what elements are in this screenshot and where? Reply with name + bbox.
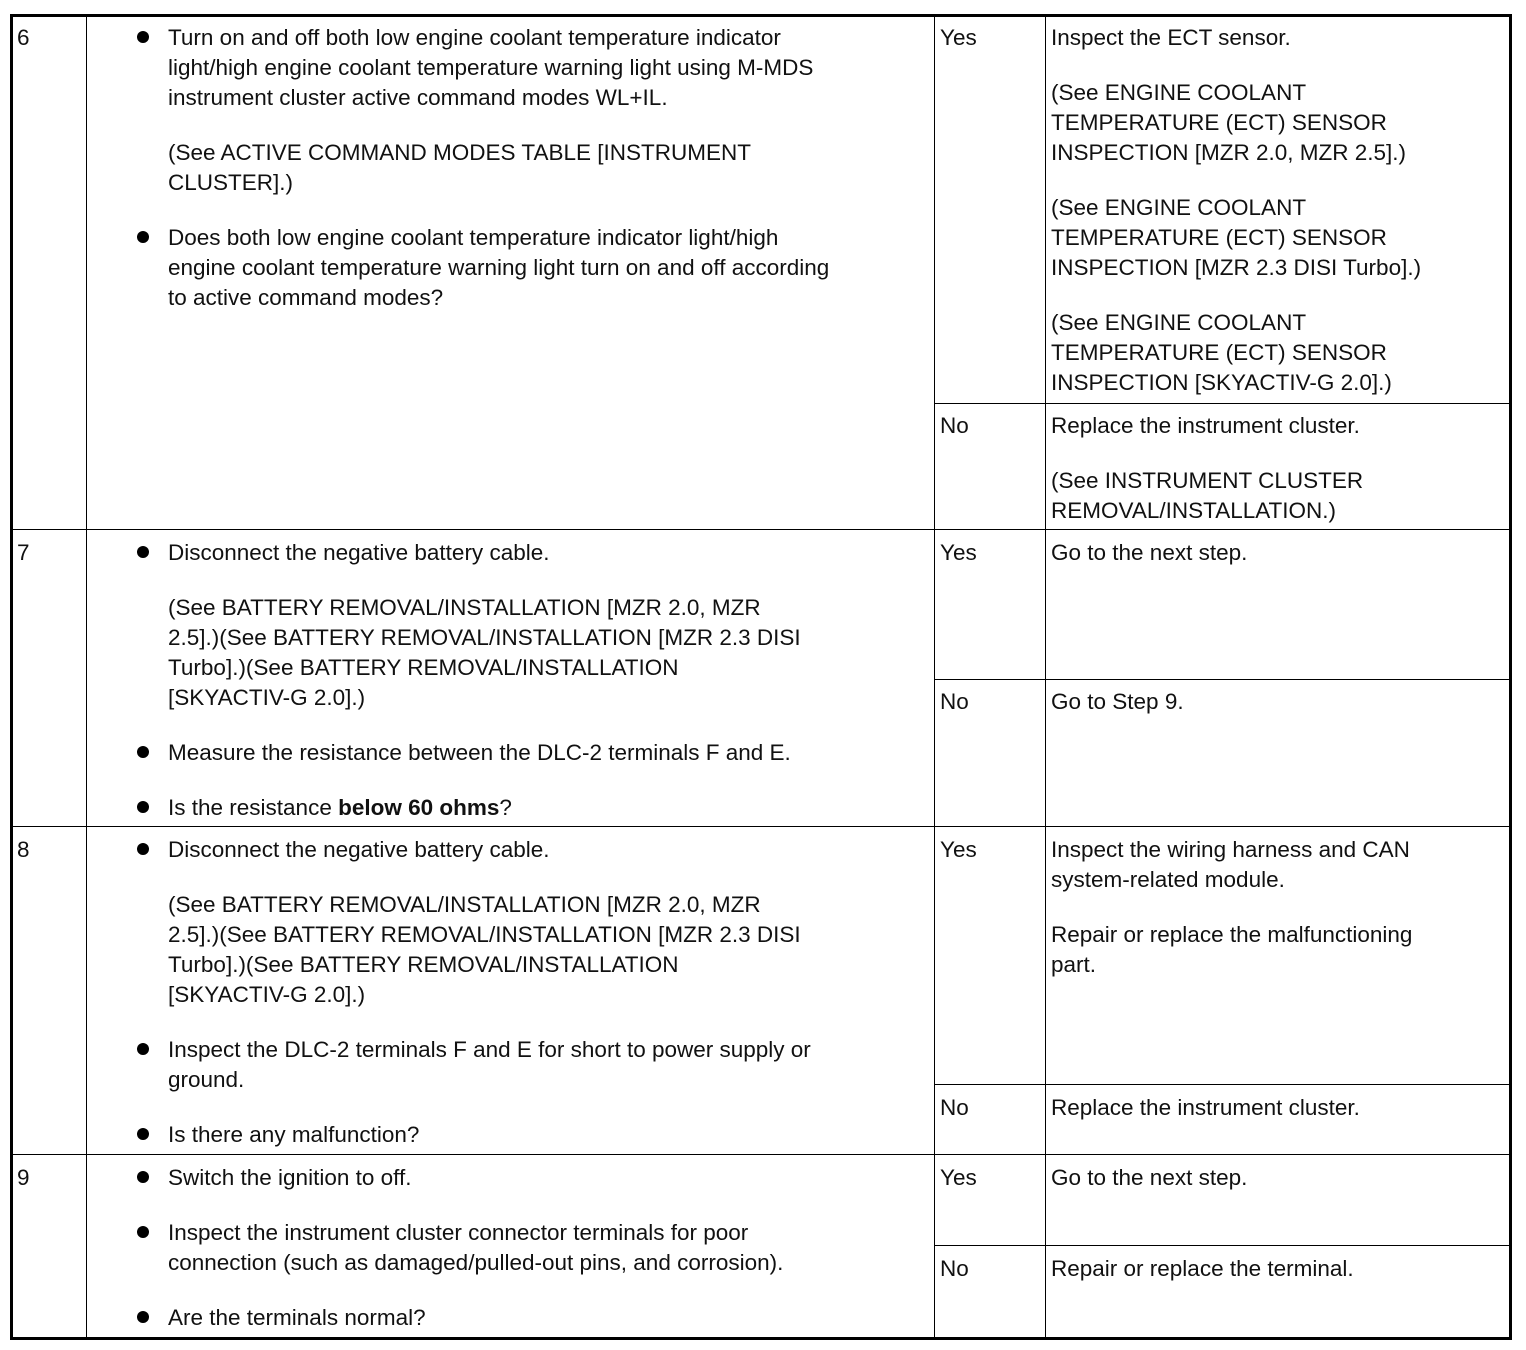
question-threshold: below 60 ohms: [338, 795, 500, 820]
action-text: Go to the next step.: [1051, 1165, 1248, 1190]
reference-text: 2.5].)(See BATTERY REMOVAL/INSTALLATION [MZR 2.3 DISI: [168, 922, 801, 947]
check-item-text: Inspect the DLC-2 terminals F and E for short to power supply or: [168, 1037, 811, 1062]
question-end: ?: [499, 795, 512, 820]
action-text: Inspect the ECT sensor.: [1051, 25, 1291, 50]
step-number: 7: [17, 540, 30, 565]
check-item-text: Measure the resistance between the DLC-2 terminals F and E.: [168, 740, 791, 765]
check-item-text: Inspect the instrument cluster connector terminals for poor: [168, 1220, 749, 1245]
reference-text: TEMPERATURE (ECT) SENSOR: [1051, 340, 1387, 365]
check-item-text: connection (such as damaged/pulled-out pins, and corrosion).: [168, 1250, 784, 1275]
action-text: part.: [1051, 952, 1097, 977]
action-text: Repair or replace the terminal.: [1051, 1256, 1354, 1281]
result-divider: [934, 1245, 1512, 1246]
check-item-text: Does both low engine coolant temperature indicator light/high: [168, 225, 779, 250]
bullet-icon: [137, 843, 149, 855]
reference-text: (See ENGINE COOLANT: [1051, 80, 1307, 105]
reference-text: TEMPERATURE (ECT) SENSOR: [1051, 110, 1387, 135]
check-item-text: ground.: [168, 1067, 245, 1092]
check-item-text: Disconnect the negative battery cable.: [168, 837, 550, 862]
check-item-question: Are the terminals normal?: [168, 1305, 426, 1330]
reference-text: CLUSTER].): [168, 170, 294, 195]
bullet-icon: [137, 1171, 149, 1183]
check-item-text: engine coolant temperature warning light turn on and off according: [168, 255, 830, 280]
reference-text: [SKYACTIV-G 2.0].): [168, 982, 366, 1007]
diagnostic-procedure-table: [10, 14, 1512, 1340]
action-text: Repair or replace the malfunctioning: [1051, 922, 1413, 947]
result-yes-label: Yes: [940, 1165, 977, 1190]
reference-text: 2.5].)(See BATTERY REMOVAL/INSTALLATION [MZR 2.3 DISI: [168, 625, 801, 650]
result-yes-label: Yes: [940, 25, 977, 50]
check-item-text: to active command modes?: [168, 285, 444, 310]
bullet-icon: [137, 1226, 149, 1238]
check-item-text: Disconnect the negative battery cable.: [168, 540, 550, 565]
result-divider: [934, 1084, 1512, 1085]
check-item-text: light/high engine coolant temperature warning light using M-MDS: [168, 55, 814, 80]
bullet-icon: [137, 546, 149, 558]
result-no-label: No: [940, 1256, 969, 1281]
question-text: Is the resistance: [168, 795, 339, 820]
check-item-text: instrument cluster active command modes WL+IL.: [168, 85, 668, 110]
reference-text: INSPECTION [MZR 2.3 DISI Turbo].): [1051, 255, 1422, 280]
check-item-question: Is there any malfunction?: [168, 1122, 420, 1147]
reference-text: (See ENGINE COOLANT: [1051, 310, 1307, 335]
action-text: system-related module.: [1051, 867, 1285, 892]
bullet-icon: [137, 1311, 149, 1323]
reference-text: (See BATTERY REMOVAL/INSTALLATION [MZR 2.0, MZR: [168, 892, 761, 917]
check-item-text: Switch the ignition to off.: [168, 1165, 412, 1190]
bullet-icon: [137, 1043, 149, 1055]
reference-text: REMOVAL/INSTALLATION.): [1051, 498, 1337, 523]
bullet-icon: [137, 31, 149, 43]
result-divider: [934, 679, 1512, 680]
action-text: Replace the instrument cluster.: [1051, 1095, 1360, 1120]
result-no-label: No: [940, 689, 969, 714]
row-divider: [10, 1154, 1512, 1155]
step-number: 8: [17, 837, 30, 862]
bullet-icon: [137, 231, 149, 243]
step-number: 9: [17, 1165, 30, 1190]
action-text: Go to the next step.: [1051, 540, 1248, 565]
bullet-icon: [137, 1128, 149, 1140]
reference-text: Turbo].)(See BATTERY REMOVAL/INSTALLATION: [168, 952, 679, 977]
reference-text: [SKYACTIV-G 2.0].): [168, 685, 366, 710]
reference-text: TEMPERATURE (ECT) SENSOR: [1051, 225, 1387, 250]
action-text: Replace the instrument cluster.: [1051, 413, 1360, 438]
reference-text: Turbo].)(See BATTERY REMOVAL/INSTALLATION: [168, 655, 679, 680]
column-divider: [86, 14, 87, 1340]
reference-text: (See ACTIVE COMMAND MODES TABLE [INSTRUMENT: [168, 140, 752, 165]
reference-text: (See INSTRUMENT CLUSTER: [1051, 468, 1364, 493]
check-item-question: [168, 793, 512, 823]
column-divider: [934, 14, 935, 1340]
reference-text: INSPECTION [MZR 2.0, MZR 2.5].): [1051, 140, 1407, 165]
result-divider: [934, 403, 1512, 404]
column-divider: [1045, 14, 1046, 1340]
row-divider: [10, 529, 1512, 530]
reference-text: (See BATTERY REMOVAL/INSTALLATION [MZR 2.0, MZR: [168, 595, 761, 620]
action-text: Inspect the wiring harness and CAN: [1051, 837, 1410, 862]
step-number: 6: [17, 25, 30, 50]
result-no-label: No: [940, 1095, 969, 1120]
row-divider: [10, 826, 1512, 827]
result-yes-label: Yes: [940, 837, 977, 862]
check-item-text: Turn on and off both low engine coolant temperature indicator: [168, 25, 781, 50]
action-text: Go to Step 9.: [1051, 689, 1184, 714]
reference-text: INSPECTION [SKYACTIV-G 2.0].): [1051, 370, 1392, 395]
bullet-icon: [137, 746, 149, 758]
reference-text: (See ENGINE COOLANT: [1051, 195, 1307, 220]
bullet-icon: [137, 801, 149, 813]
result-no-label: No: [940, 413, 969, 438]
result-yes-label: Yes: [940, 540, 977, 565]
